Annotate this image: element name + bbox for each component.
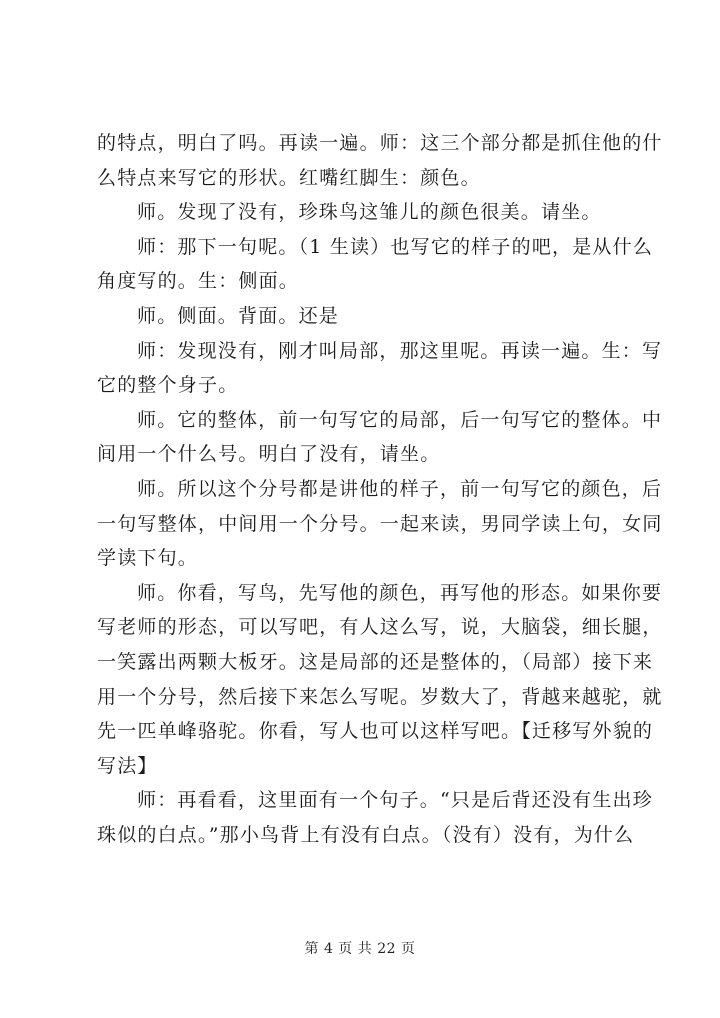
text-line-17: 用一个分号，然后接下来怎么写呢。岁数大了，背越来越驼，就: [97, 685, 663, 708]
text-line-20: 师：再看看，这里面有一个句子。“只是后背还没有生出珍: [137, 789, 653, 812]
text-line-11: 师。所以这个分号都是讲他的样子，前一句写它的颜色，后: [137, 477, 663, 500]
text-line-7: 师：发现没有，刚才叫局部，那这里呢。再读一遍。生：写: [137, 339, 663, 362]
text-line-5: 角度写的。生：侧面。: [97, 270, 300, 293]
text-line-19: 写法】: [97, 754, 158, 777]
text-line-15: 写老师的形态，可以写吧，有人这么写，说，大脑袋，细长腿，: [97, 616, 663, 639]
text-line-2: 么特点来写它的形状。红嘴红脚生：颜色。: [97, 166, 481, 189]
page-footer: 第 4 页 共 22 页: [304, 941, 416, 957]
text-line-18: 先一匹单峰骆驼。你看，写人也可以这样写吧。【迁移写外貌的: [97, 720, 654, 743]
text-line-9: 师。它的整体，前一句写它的局部，后一句写它的整体。中: [137, 408, 663, 431]
text-line-13: 学读下句。: [97, 547, 199, 570]
text-line-21: 珠似的白点。”那小鸟背上有没有白点。（没有）没有，为什么: [97, 823, 635, 846]
text-line-12: 一句写整体，中间用一个分号。一起来读，男同学读上句，女同: [97, 512, 663, 535]
text-line-16: 一笑露出两颗大板牙。这是局部的还是整体的，（局部）接下来: [97, 650, 654, 673]
text-line-3: 师。发现了没有，珍珠鸟这雏儿的颜色很美。请坐。: [137, 201, 602, 224]
body-text: [97, 126, 663, 852]
text-line-8: 它的整个身子。: [97, 374, 239, 397]
text-line-14: 师。你看，写鸟，先写他的颜色，再写他的形态。如果你要: [137, 581, 663, 604]
text-line-1: 的特点，明白了吗。再读一遍。师：这三个部分都是抓住他的什: [97, 132, 663, 154]
text-line-10: 间用一个什么号。明白了没有，请坐。: [97, 443, 441, 466]
text-line-4: 师：那下一句呢。（1 生读）也写它的样子的吧，是从什么: [137, 235, 654, 258]
text-line-6: 师。侧面。背面。还是: [137, 304, 340, 327]
